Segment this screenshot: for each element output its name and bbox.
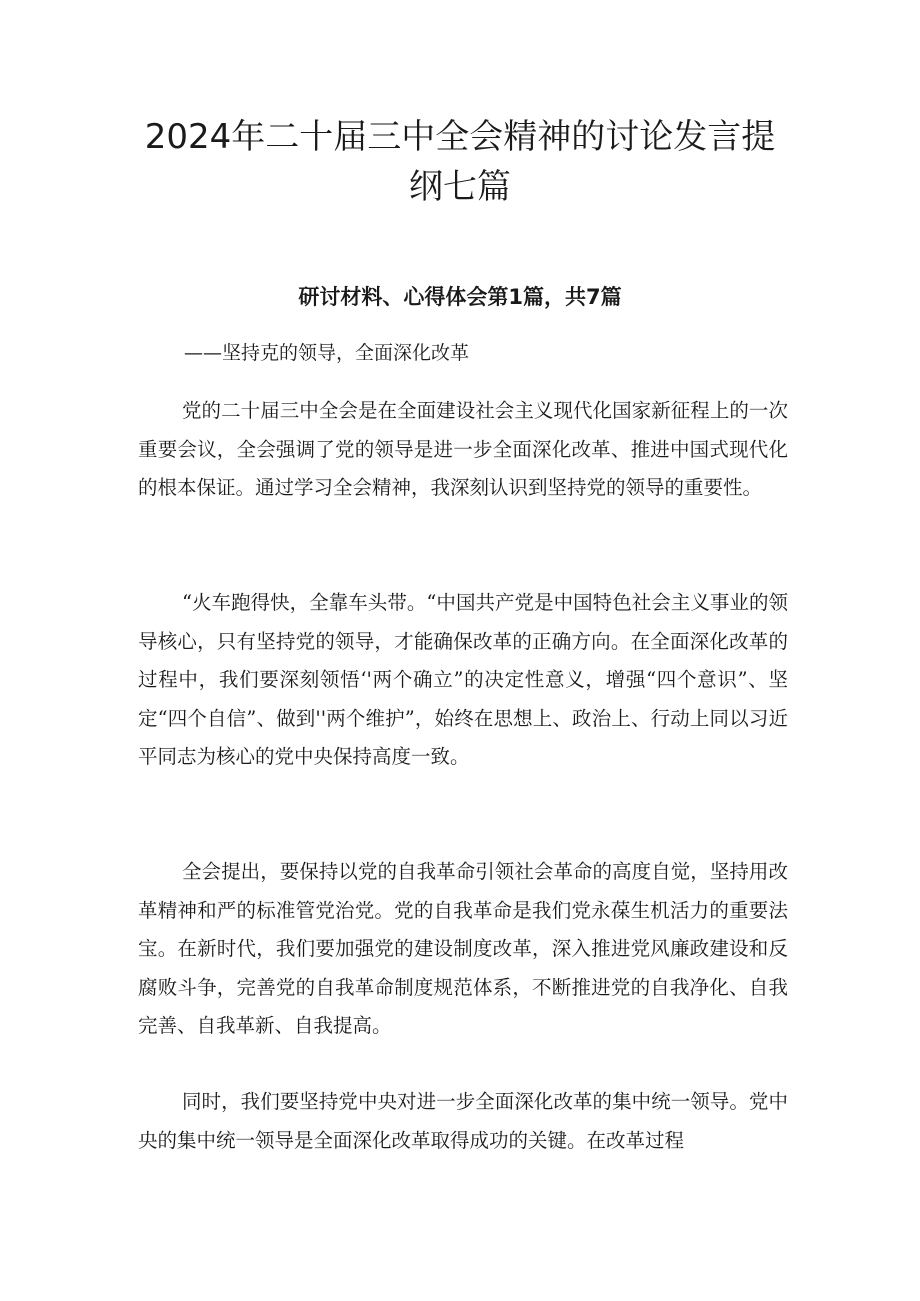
paragraph-4: 同时，我们要坚持党中央对进一步全面深化改革的集中统一领导。党中央的集中统一领导是全面深化改革取得成功的关键。在改革过程	[138, 1090, 788, 1152]
paragraph-1: 党的二十届三中全会是在全面建设社会主义现代化国家新征程上的一次重要会议，全会强调了党的领导是进一步全面深化改革、推进中国式现代化的根本保证。通过学习全会精神，我深刻认识到坚持党的领导的重要性。	[138, 399, 788, 499]
section-subtitle: ——坚持克的领导，全面深化改革	[184, 342, 470, 364]
section-heading: 研讨材料、心得体会第1篇，共7篇	[298, 285, 622, 309]
paragraph-2: “火车跑得快，全靠车头带。“中国共产党是中国特色社会主义事业的领导核心，只有坚持党的领导，才能确保改革的正确方向。在全面深化改革的过程中，我们要深刻领悟‘'两个确立”的决定性意义，增强“四个意识”、坚定“四个自信”、做到''两个维护”，始终在思想上、政治上、行动上同以习近平同志为核心的党中央保持高度一致。	[138, 591, 788, 768]
paragraph-3: 全会提出，要保持以党的自我革命引领社会革命的高度自觉，坚持用改革精神和严的标准管党治党。党的自我革命是我们党永葆生机活力的重要法宝。在新时代，我们要加强党的建设制度改革，深入推进党风廉政建设和反腐败斗争，完善党的自我革命制度规范体系，不断推进党的自我净化、自我完善、自我革新、自我提高。	[138, 860, 788, 1037]
document-title: 2024年二十届三中全会精神的讨论发言提纲七篇	[144, 117, 776, 207]
